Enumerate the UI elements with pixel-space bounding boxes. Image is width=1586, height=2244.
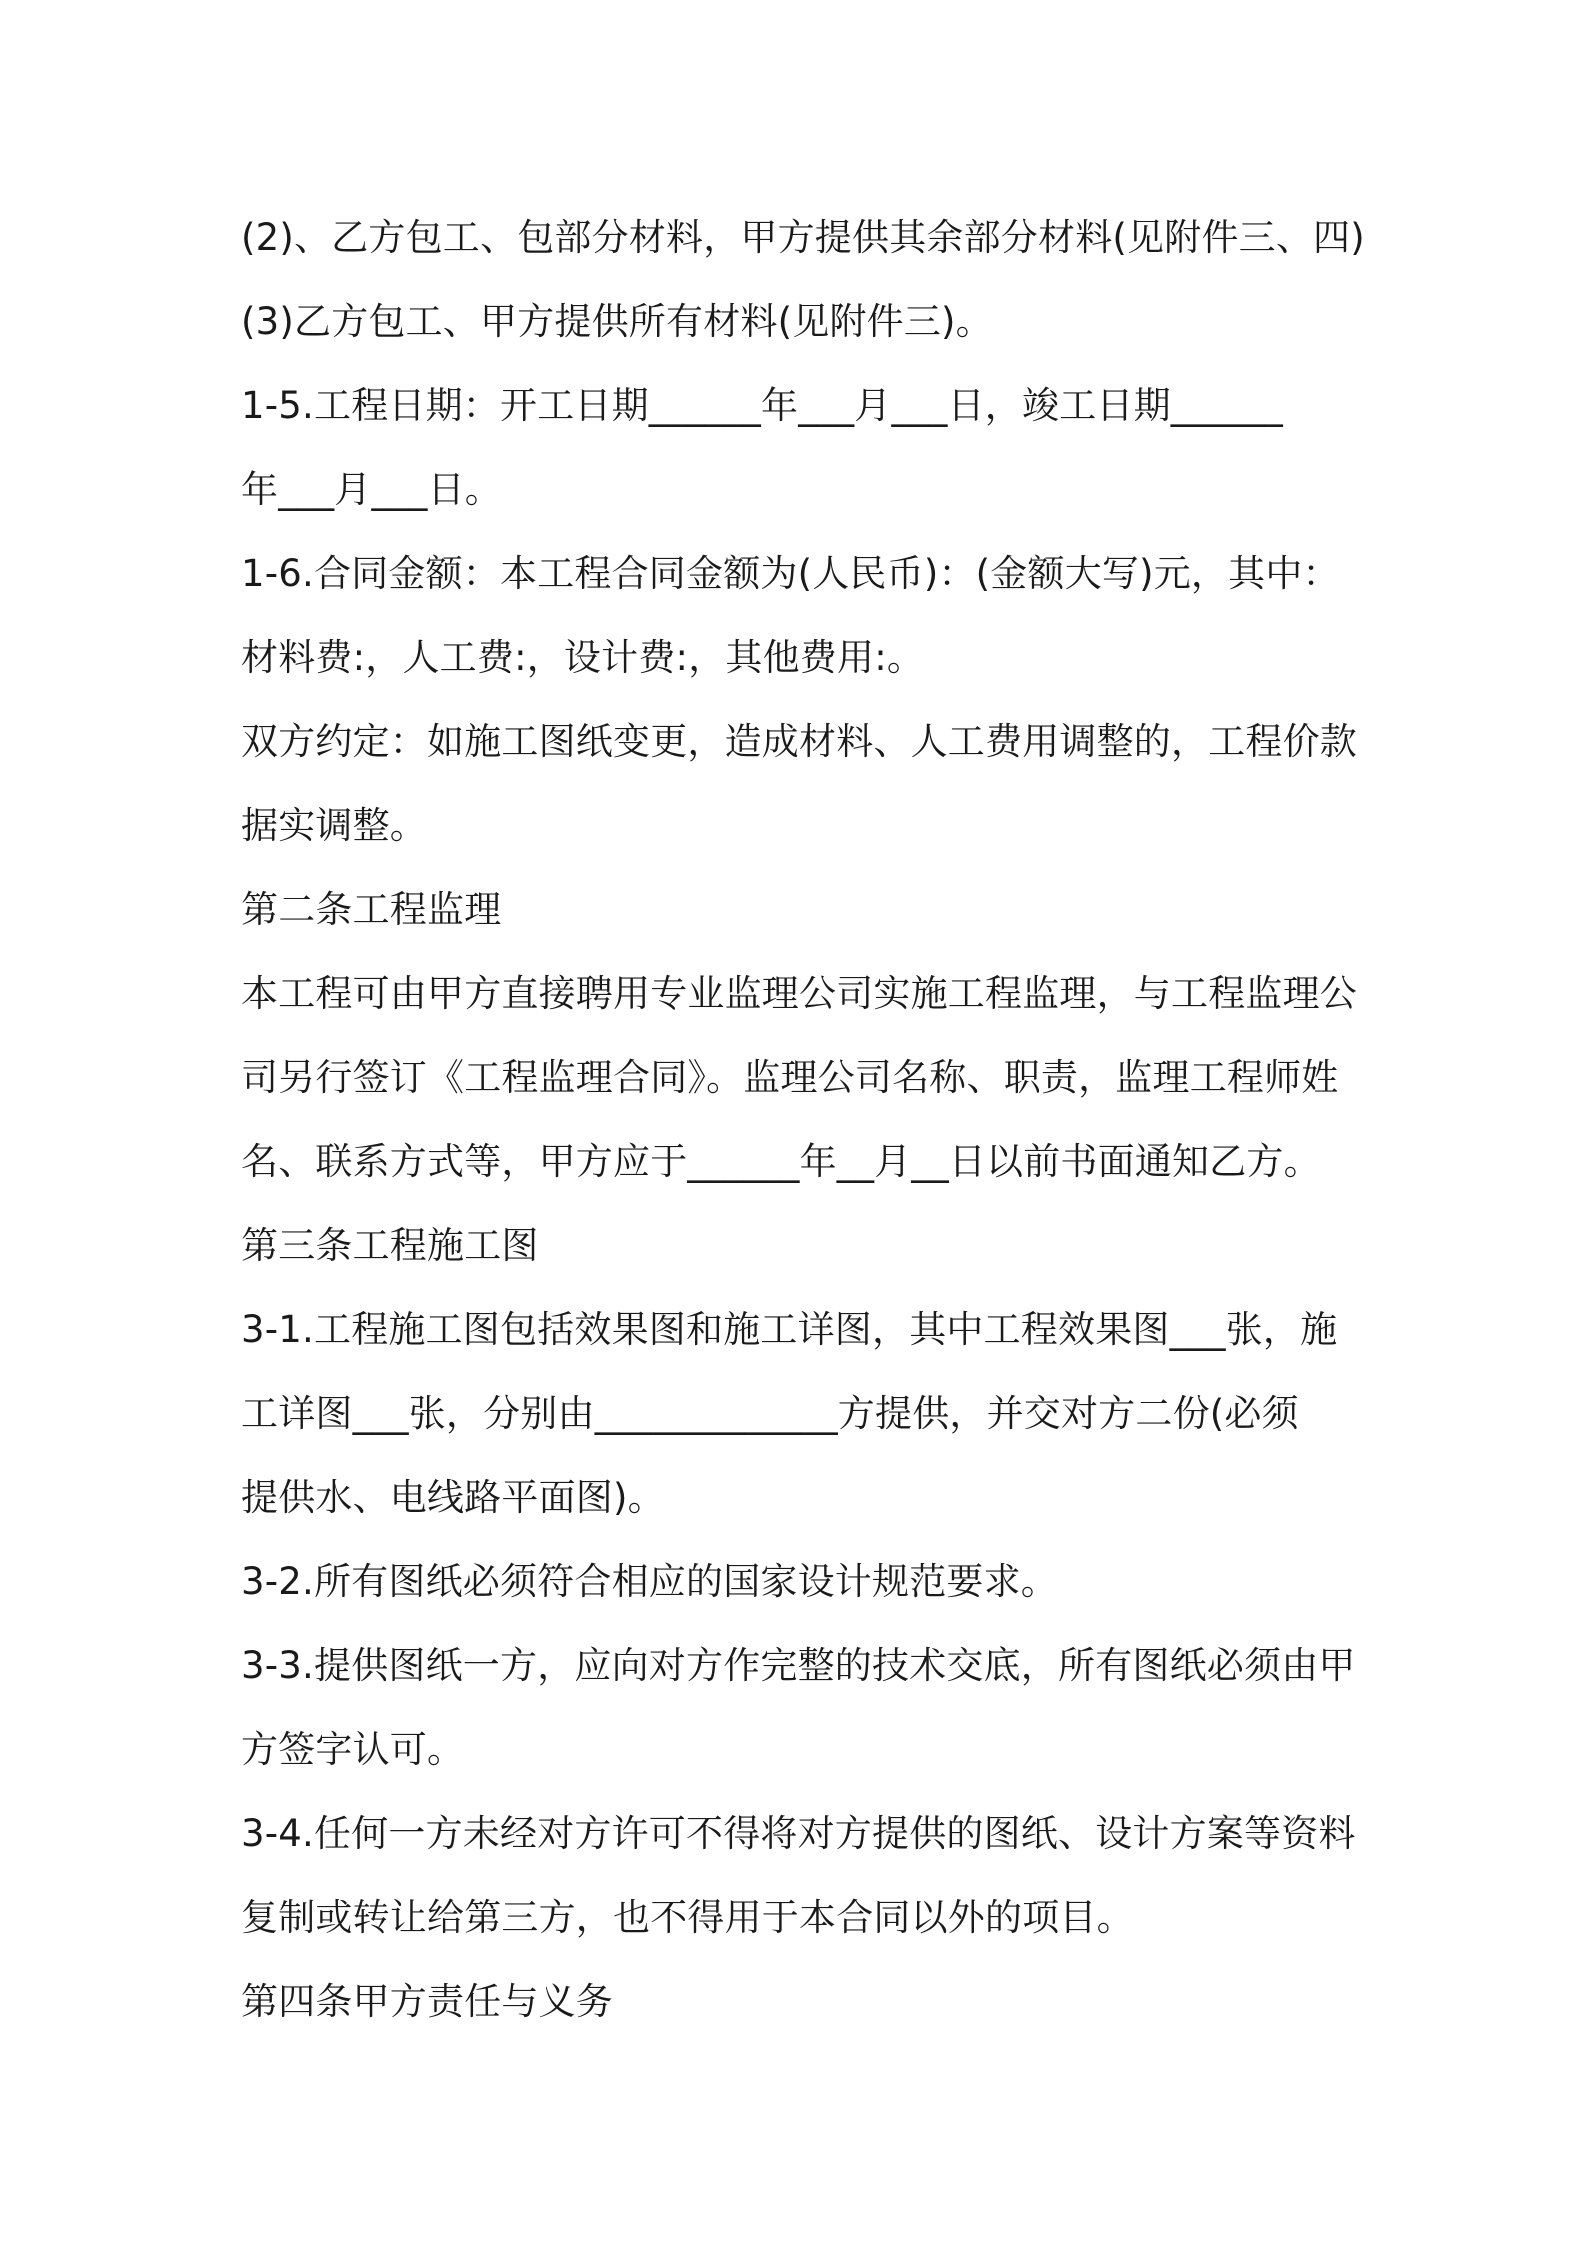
clause-3-3-line-1: 3-3.提供图纸一方，应向对方作完整的技术交底，所有图纸必须由甲 <box>241 1644 1356 1687</box>
clause-1-6-line-1: 1-6.合同金额：本工程合同金额为(人民币)：(金额大写)元，其中： <box>241 552 1340 595</box>
clause-3-2: 3-2.所有图纸必须符合相应的国家设计规范要求。 <box>241 1560 1058 1603</box>
clause-3-1-line-1: 3-1.工程施工图包括效果图和施工详图，其中工程效果图___张，施 <box>241 1308 1338 1351</box>
agreement-line-2: 据实调整。 <box>241 804 427 847</box>
clause-3-4-line-1: 3-4.任何一方未经对方许可不得将对方提供的图纸、设计方案等资料 <box>241 1812 1356 1855</box>
article-4-heading: 第四条甲方责任与义务 <box>241 1980 613 2023</box>
article-2-line-3: 名、联系方式等，甲方应于______年__月__日以前书面通知乙方。 <box>241 1140 1321 1183</box>
article-2-line-1: 本工程可由甲方直接聘用专业监理公司实施工程监理，与工程监理公 <box>241 972 1357 1015</box>
clause-1-4-option-2: (2)、乙方包工、包部分材料，甲方提供其余部分材料(见附件三、四) <box>241 216 1365 259</box>
clause-3-3-line-2: 方签字认可。 <box>241 1728 465 1771</box>
clause-1-5-line-1: 1-5.工程日期：开工日期______年___月___日，竣工日期______ <box>241 384 1283 427</box>
clause-1-4-option-3: (3)乙方包工、甲方提供所有材料(见附件三)。 <box>241 300 993 343</box>
clause-3-4-line-2: 复制或转让给第三方，也不得用于本合同以外的项目。 <box>241 1896 1134 1939</box>
article-2-line-2: 司另行签订《工程监理合同》。监理公司名称、职责，监理工程师姓 <box>241 1056 1339 1099</box>
clause-3-1-line-2: 工详图___张，分别由_____________方提供，并交对方二份(必须 <box>241 1392 1299 1435</box>
clause-1-6-line-2: 材料费:，人工费:，设计费:，其他费用:。 <box>241 636 925 679</box>
clause-3-1-line-3: 提供水、电线路平面图)。 <box>241 1476 665 1519</box>
article-3-heading: 第三条工程施工图 <box>241 1224 539 1267</box>
clause-1-5-line-2: 年___月___日。 <box>241 468 502 511</box>
agreement-line-1: 双方约定：如施工图纸变更，造成材料、人工费用调整的，工程价款 <box>241 720 1357 763</box>
document-body <box>241 196 1365 2044</box>
article-2-heading: 第二条工程监理 <box>241 888 502 931</box>
